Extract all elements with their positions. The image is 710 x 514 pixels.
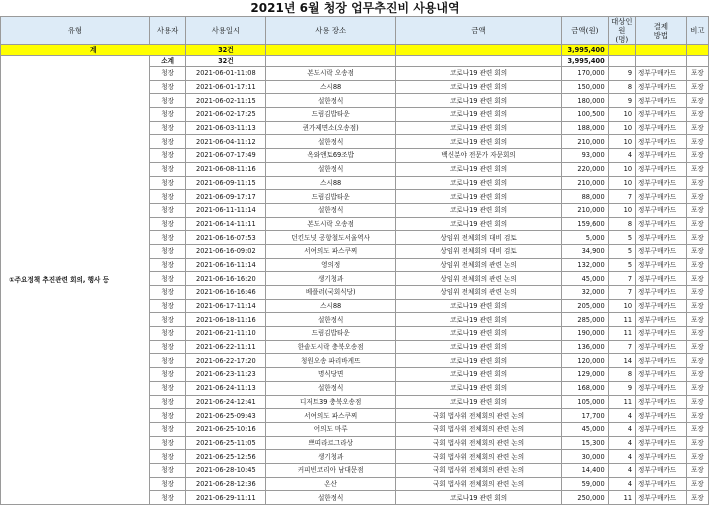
subtotal-count: 32건 — [186, 56, 266, 67]
row-amount: 132,000 — [562, 258, 609, 272]
row-purpose: 코로나19 관련 회의 — [396, 135, 562, 149]
row-note: 포장 — [686, 244, 708, 258]
row-note: 포장 — [686, 354, 708, 368]
row-amount: 17,700 — [562, 409, 609, 423]
row-place: 커피빈코리아 남대문점 — [266, 463, 396, 477]
row-note: 포장 — [686, 381, 708, 395]
row-method: 정부구매카드 — [636, 217, 687, 231]
row-user: 청장 — [149, 381, 185, 395]
row-datetime: 2021-06-23-11:23 — [186, 368, 266, 382]
row-method: 정부구매카드 — [636, 477, 687, 491]
header-datetime: 사용일시 — [186, 17, 266, 45]
row-user: 청장 — [149, 67, 185, 81]
row-amount: 285,000 — [562, 313, 609, 327]
row-method: 정부구매카드 — [636, 286, 687, 300]
row-user: 청장 — [149, 108, 185, 122]
row-place: 스시88 — [266, 80, 396, 94]
row-note: 포장 — [686, 340, 708, 354]
row-user: 청장 — [149, 327, 185, 341]
row-people: 4 — [608, 409, 635, 423]
row-place: 서여의도 파스쿠찌 — [266, 409, 396, 423]
row-datetime: 2021-06-02-17:25 — [186, 108, 266, 122]
row-note: 포장 — [686, 313, 708, 327]
row-place: 설한정식 — [266, 313, 396, 327]
row-note: 포장 — [686, 162, 708, 176]
row-method: 정부구매카드 — [636, 67, 687, 81]
row-note: 포장 — [686, 491, 708, 505]
row-people: 7 — [608, 272, 635, 286]
row-datetime: 2021-06-04-11:12 — [186, 135, 266, 149]
row-note: 포장 — [686, 436, 708, 450]
row-people: 8 — [608, 368, 635, 382]
row-method: 정부구매카드 — [636, 162, 687, 176]
row-purpose: 코로나19 관련 회의 — [396, 94, 562, 108]
total-amount: 3,995,400 — [562, 45, 609, 56]
row-datetime: 2021-06-01-11:08 — [186, 67, 266, 81]
row-people: 7 — [608, 286, 635, 300]
row-purpose: 코로나19 관련 회의 — [396, 203, 562, 217]
total-count: 32건 — [186, 45, 266, 56]
subtotal-row — [1, 56, 709, 67]
row-purpose: 코로나19 관련 회의 — [396, 491, 562, 505]
row-purpose: 코로나19 관련 회의 — [396, 108, 562, 122]
header-row — [1, 17, 709, 45]
row-purpose: 코로나19 관련 회의 — [396, 299, 562, 313]
row-amount: 32,000 — [562, 286, 609, 300]
row-purpose: 백신분야 전문가 자문회의 — [396, 149, 562, 163]
row-purpose: 코로나19 관련 회의 — [396, 67, 562, 81]
row-user: 청장 — [149, 368, 185, 382]
row-place: 한솥도시락 충북오송점 — [266, 340, 396, 354]
row-purpose: 상임위 전체회의 관련 논의 — [396, 272, 562, 286]
row-place: 퀸가제면소(오송점) — [266, 121, 396, 135]
row-amount: 150,000 — [562, 80, 609, 94]
row-purpose: 코로나19 관련 회의 — [396, 381, 562, 395]
row-method: 정부구매카드 — [636, 450, 687, 464]
page-title: 2021년 6월 청장 업무추진비 사용내역 — [250, 1, 460, 15]
expense-table — [0, 16, 709, 505]
row-method: 정부구매카드 — [636, 190, 687, 204]
row-place: 어의도 마루 — [266, 422, 396, 436]
row-purpose: 국회 법사위 전체회의 관련 논의 — [396, 436, 562, 450]
row-amount: 210,000 — [562, 203, 609, 217]
row-people: 4 — [608, 436, 635, 450]
row-note: 포장 — [686, 231, 708, 245]
header-user: 사용자 — [149, 17, 185, 45]
row-place: 본도시락 오송점 — [266, 67, 396, 81]
row-amount: 188,000 — [562, 121, 609, 135]
row-datetime: 2021-06-01-17:11 — [186, 80, 266, 94]
row-purpose: 코로나19 관련 회의 — [396, 368, 562, 382]
row-amount: 93,000 — [562, 149, 609, 163]
row-amount: 180,000 — [562, 94, 609, 108]
header-people: 대상인원 (명) — [608, 17, 635, 45]
row-datetime: 2021-06-16-16:20 — [186, 272, 266, 286]
row-note: 포장 — [686, 67, 708, 81]
row-place: 스시88 — [266, 299, 396, 313]
row-amount: 5,000 — [562, 231, 609, 245]
row-method: 정부구매카드 — [636, 94, 687, 108]
row-place: 스시88 — [266, 176, 396, 190]
row-user: 청장 — [149, 135, 185, 149]
row-amount: 220,000 — [562, 162, 609, 176]
row-purpose: 코로나19 관련 회의 — [396, 313, 562, 327]
row-method: 정부구매카드 — [636, 258, 687, 272]
row-user: 청장 — [149, 299, 185, 313]
row-people: 11 — [608, 313, 635, 327]
row-datetime: 2021-06-14-11:11 — [186, 217, 266, 231]
row-user: 청장 — [149, 340, 185, 354]
row-note: 포장 — [686, 203, 708, 217]
row-method: 정부구매카드 — [636, 422, 687, 436]
row-amount: 129,000 — [562, 368, 609, 382]
row-datetime: 2021-06-11-11:14 — [186, 203, 266, 217]
row-people: 9 — [608, 381, 635, 395]
row-place: 설한정식 — [266, 203, 396, 217]
row-people: 7 — [608, 340, 635, 354]
row-people: 10 — [608, 121, 635, 135]
row-datetime: 2021-06-16-09:02 — [186, 244, 266, 258]
row-method: 정부구매카드 — [636, 203, 687, 217]
row-user: 청장 — [149, 162, 185, 176]
row-datetime: 2021-06-22-11:11 — [186, 340, 266, 354]
row-datetime: 2021-06-28-10:45 — [186, 463, 266, 477]
row-place: 디저트39 충북오송점 — [266, 395, 396, 409]
row-method: 정부구매카드 — [636, 244, 687, 258]
row-method: 정부구매카드 — [636, 409, 687, 423]
row-user: 청장 — [149, 354, 185, 368]
row-method: 정부구매카드 — [636, 491, 687, 505]
row-note: 포장 — [686, 422, 708, 436]
row-note: 포장 — [686, 217, 708, 231]
row-note: 포장 — [686, 327, 708, 341]
row-method: 정부구매카드 — [636, 327, 687, 341]
row-people: 9 — [608, 67, 635, 81]
row-method: 정부구매카드 — [636, 381, 687, 395]
row-purpose: 상임위 전체회의 대비 검토 — [396, 244, 562, 258]
row-user: 청장 — [149, 422, 185, 436]
row-user: 청장 — [149, 409, 185, 423]
row-user: 청장 — [149, 80, 185, 94]
row-user: 청장 — [149, 244, 185, 258]
row-note: 포장 — [686, 108, 708, 122]
row-people: 14 — [608, 354, 635, 368]
row-datetime: 2021-06-03-11:13 — [186, 121, 266, 135]
total-row — [1, 45, 709, 56]
row-amount: 30,000 — [562, 450, 609, 464]
row-people: 5 — [608, 258, 635, 272]
total-label: 계 — [1, 45, 186, 56]
row-people: 4 — [608, 477, 635, 491]
row-place: 옥와앤토69조밥 — [266, 149, 396, 163]
row-place: 영의정 — [266, 258, 396, 272]
row-people: 5 — [608, 231, 635, 245]
row-purpose: 코로나19 관련 회의 — [396, 80, 562, 94]
row-method: 정부구매카드 — [636, 299, 687, 313]
row-amount: 34,900 — [562, 244, 609, 258]
row-method: 정부구매카드 — [636, 149, 687, 163]
row-note: 포장 — [686, 286, 708, 300]
row-note: 포장 — [686, 368, 708, 382]
row-datetime: 2021-06-29-11:11 — [186, 491, 266, 505]
row-method: 정부구매카드 — [636, 313, 687, 327]
row-amount: 100,500 — [562, 108, 609, 122]
row-people: 11 — [608, 395, 635, 409]
row-method: 정부구매카드 — [636, 135, 687, 149]
row-purpose: 코로나19 관련 회의 — [396, 162, 562, 176]
row-user: 청장 — [149, 491, 185, 505]
row-note: 포장 — [686, 80, 708, 94]
row-people: 4 — [608, 422, 635, 436]
subtotal-amount: 3,995,400 — [562, 56, 609, 67]
row-note: 포장 — [686, 299, 708, 313]
row-place: 설한정식 — [266, 491, 396, 505]
row-place: 본도시락 오송점 — [266, 217, 396, 231]
row-purpose: 코로나19 관련 회의 — [396, 327, 562, 341]
header-type: 유형 — [1, 17, 150, 45]
row-user: 청장 — [149, 272, 185, 286]
row-amount: 136,000 — [562, 340, 609, 354]
row-people: 5 — [608, 244, 635, 258]
row-place: 던킨도넛 공항철도서울역사 — [266, 231, 396, 245]
row-people: 7 — [608, 190, 635, 204]
row-amount: 168,000 — [562, 381, 609, 395]
row-purpose: 코로나19 관련 회의 — [396, 190, 562, 204]
row-amount: 59,000 — [562, 477, 609, 491]
header-amount: 금액(원) — [562, 17, 609, 45]
row-amount: 210,000 — [562, 176, 609, 190]
row-amount: 105,000 — [562, 395, 609, 409]
row-people: 10 — [608, 108, 635, 122]
row-note: 포장 — [686, 409, 708, 423]
row-amount: 159,600 — [562, 217, 609, 231]
row-method: 정부구매카드 — [636, 121, 687, 135]
row-amount: 88,000 — [562, 190, 609, 204]
row-purpose: 국회 법사위 전체회의 관련 논의 — [396, 409, 562, 423]
row-datetime: 2021-06-09-11:15 — [186, 176, 266, 190]
row-note: 포장 — [686, 149, 708, 163]
row-method: 정부구매카드 — [636, 176, 687, 190]
row-place: 설한정식 — [266, 94, 396, 108]
row-people: 9 — [608, 94, 635, 108]
row-people: 10 — [608, 176, 635, 190]
row-purpose: 코로나19 관련 회의 — [396, 176, 562, 190]
row-place: 쁘띠라르그라상 — [266, 436, 396, 450]
row-purpose: 코로나19 관련 회의 — [396, 354, 562, 368]
row-place: 드림김밥타운 — [266, 327, 396, 341]
row-user: 청장 — [149, 477, 185, 491]
row-people: 8 — [608, 80, 635, 94]
row-note: 포장 — [686, 135, 708, 149]
row-amount: 190,000 — [562, 327, 609, 341]
row-people: 11 — [608, 491, 635, 505]
row-note: 포장 — [686, 258, 708, 272]
row-user: 청장 — [149, 121, 185, 135]
row-note: 포장 — [686, 176, 708, 190]
row-people: 10 — [608, 162, 635, 176]
row-amount: 14,400 — [562, 463, 609, 477]
row-datetime: 2021-06-16-07:53 — [186, 231, 266, 245]
row-user: 청장 — [149, 231, 185, 245]
row-place: 청원오송 파리바게뜨 — [266, 354, 396, 368]
row-user: 청장 — [149, 450, 185, 464]
row-method: 정부구매카드 — [636, 108, 687, 122]
header-note: 비고 — [686, 17, 708, 45]
row-datetime: 2021-06-24-11:13 — [186, 381, 266, 395]
row-method: 정부구매카드 — [636, 436, 687, 450]
row-method: 정부구매카드 — [636, 395, 687, 409]
row-amount: 15,300 — [562, 436, 609, 450]
row-purpose: 상임위 전체회의 관련 논의 — [396, 286, 562, 300]
row-purpose: 코로나19 관련 회의 — [396, 121, 562, 135]
row-place: 베플러(국회식당) — [266, 286, 396, 300]
row-method: 정부구매카드 — [636, 354, 687, 368]
row-people: 10 — [608, 203, 635, 217]
row-people: 10 — [608, 135, 635, 149]
row-place: 설한정식 — [266, 135, 396, 149]
row-method: 정부구매카드 — [636, 272, 687, 286]
row-note: 포장 — [686, 450, 708, 464]
row-place: 명식당면 — [266, 368, 396, 382]
row-note: 포장 — [686, 477, 708, 491]
row-datetime: 2021-06-25-11:05 — [186, 436, 266, 450]
row-user: 청장 — [149, 176, 185, 190]
row-method: 정부구매카드 — [636, 231, 687, 245]
row-purpose: 코로나19 관련 회의 — [396, 340, 562, 354]
row-amount: 45,000 — [562, 272, 609, 286]
category-cell: ①주요정책 추진관련 회의, 행사 등 — [1, 56, 150, 505]
row-method: 정부구매카드 — [636, 80, 687, 94]
row-datetime: 2021-06-02-11:15 — [186, 94, 266, 108]
row-place: 설한정식 — [266, 381, 396, 395]
row-purpose: 상임위 전체회의 대비 검토 — [396, 231, 562, 245]
row-method: 정부구매카드 — [636, 463, 687, 477]
row-place: 생기청과 — [266, 272, 396, 286]
row-method: 정부구매카드 — [636, 368, 687, 382]
row-purpose: 코로나19 관련 회의 — [396, 217, 562, 231]
row-datetime: 2021-06-18-11:16 — [186, 313, 266, 327]
row-datetime: 2021-06-17-11:14 — [186, 299, 266, 313]
row-people: 4 — [608, 450, 635, 464]
header-purpose: 금액 — [396, 17, 562, 45]
header-place: 사용 장소 — [266, 17, 396, 45]
subtotal-label: 소계 — [149, 56, 185, 67]
row-datetime: 2021-06-08-11:16 — [186, 162, 266, 176]
row-place: 생기청과 — [266, 450, 396, 464]
header-method: 결제 방법 — [636, 17, 687, 45]
row-datetime: 2021-06-22-17:20 — [186, 354, 266, 368]
row-amount: 170,000 — [562, 67, 609, 81]
row-user: 청장 — [149, 313, 185, 327]
row-datetime: 2021-06-09-17:17 — [186, 190, 266, 204]
row-user: 청장 — [149, 436, 185, 450]
row-user: 청장 — [149, 217, 185, 231]
row-amount: 120,000 — [562, 354, 609, 368]
row-note: 포장 — [686, 121, 708, 135]
row-place: 온산 — [266, 477, 396, 491]
row-method: 정부구매카드 — [636, 340, 687, 354]
row-amount: 45,000 — [562, 422, 609, 436]
row-people: 8 — [608, 217, 635, 231]
row-note: 포장 — [686, 463, 708, 477]
row-datetime: 2021-06-21-11:10 — [186, 327, 266, 341]
row-datetime: 2021-06-25-12:56 — [186, 450, 266, 464]
row-people: 4 — [608, 149, 635, 163]
row-people: 11 — [608, 327, 635, 341]
row-user: 청장 — [149, 463, 185, 477]
row-user: 청장 — [149, 286, 185, 300]
row-datetime: 2021-06-16-11:14 — [186, 258, 266, 272]
row-place: 드림김밥타운 — [266, 190, 396, 204]
row-place: 설한정식 — [266, 162, 396, 176]
row-amount: 205,000 — [562, 299, 609, 313]
row-amount: 250,000 — [562, 491, 609, 505]
row-purpose: 코로나19 관련 회의 — [396, 395, 562, 409]
row-note: 포장 — [686, 272, 708, 286]
row-purpose: 국회 법사위 전체회의 관련 논의 — [396, 450, 562, 464]
row-datetime: 2021-06-25-10:16 — [186, 422, 266, 436]
row-note: 포장 — [686, 94, 708, 108]
row-purpose: 상임위 전체회의 관련 논의 — [396, 258, 562, 272]
row-user: 청장 — [149, 258, 185, 272]
row-note: 포장 — [686, 190, 708, 204]
row-datetime: 2021-06-24-12:41 — [186, 395, 266, 409]
row-datetime: 2021-06-28-12:36 — [186, 477, 266, 491]
row-purpose: 국회 법사위 전체회의 관련 논의 — [396, 422, 562, 436]
row-people: 10 — [608, 299, 635, 313]
row-note: 포장 — [686, 395, 708, 409]
row-amount: 210,000 — [562, 135, 609, 149]
row-user: 청장 — [149, 149, 185, 163]
row-datetime: 2021-06-25-09:43 — [186, 409, 266, 423]
row-datetime: 2021-06-07-17:49 — [186, 149, 266, 163]
row-user: 청장 — [149, 395, 185, 409]
row-user: 청장 — [149, 94, 185, 108]
row-datetime: 2021-06-16-16:46 — [186, 286, 266, 300]
row-purpose: 국회 법사위 전체회의 관련 논의 — [396, 463, 562, 477]
row-purpose: 국회 법사위 전체회의 관련 논의 — [396, 477, 562, 491]
row-user: 청장 — [149, 190, 185, 204]
row-people: 4 — [608, 463, 635, 477]
row-place: 드림김밥타운 — [266, 108, 396, 122]
row-user: 청장 — [149, 203, 185, 217]
row-place: 서여의도 파스쿠찌 — [266, 244, 396, 258]
